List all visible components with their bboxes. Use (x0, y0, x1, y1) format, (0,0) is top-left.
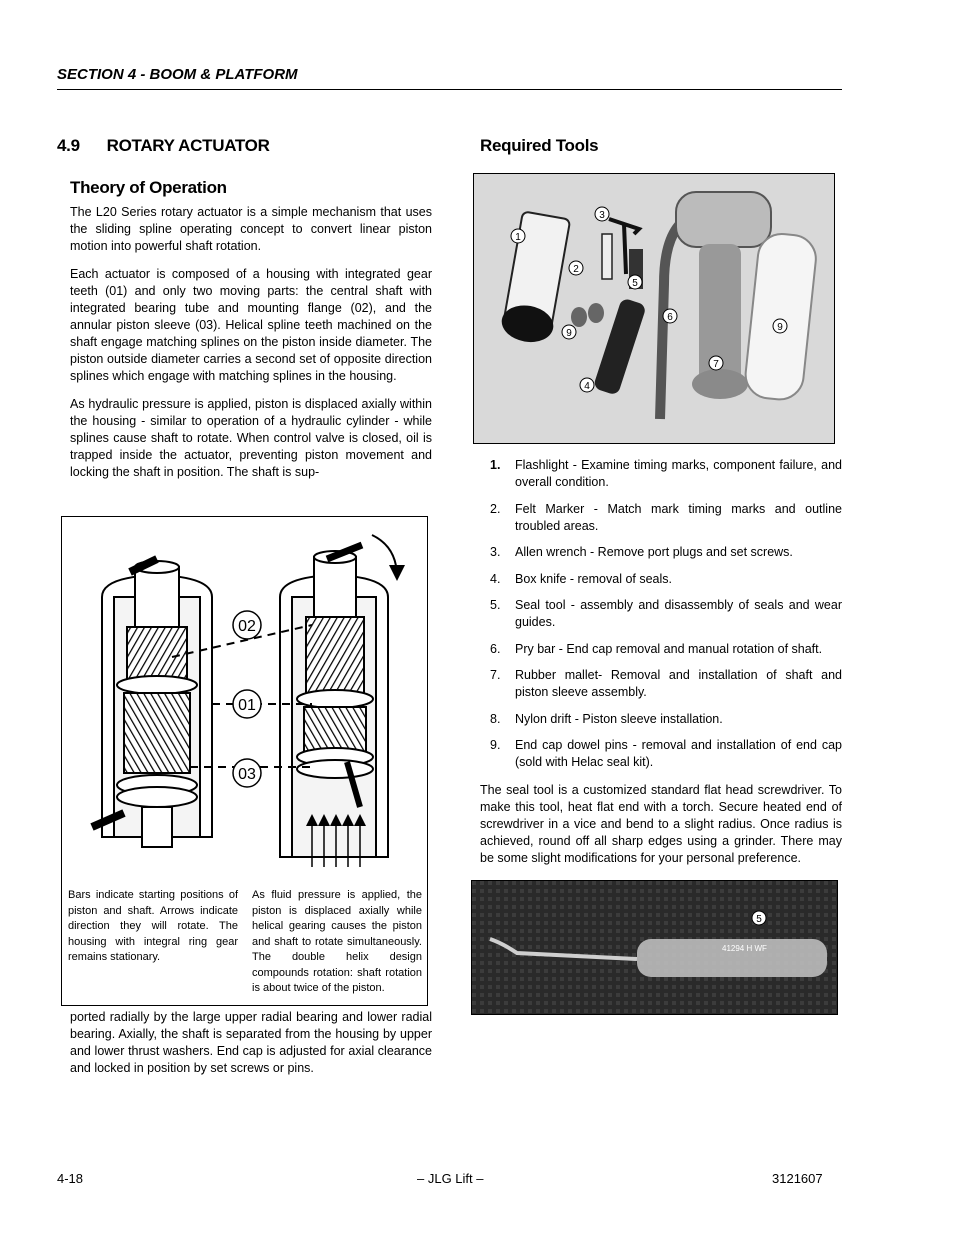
tools-photo (473, 173, 835, 444)
svg-text:5: 5 (756, 914, 762, 925)
header-divider (57, 89, 842, 90)
paragraph: Each actuator is composed of a housing with integrated gear teeth (01) and only two moving parts: the central shaft with integrated bearing tube and mounting flange (02), and the annular piston sleeve (03). Helical spline teeth machined on the shaft engage matching splines on the piston inside diameter. The piston outside diameter carries a second set of opposite direction splines which engage with matching splines in the housing. (70, 267, 432, 383)
theory-body (70, 204, 432, 481)
figure-caption-left: Bars indicate starting positions of piston and shaft. Arrows indicate direction they will rotate. The housing with integral ring gear remains stationary. (68, 889, 238, 963)
svg-text:3: 3 (599, 210, 605, 221)
svg-text:6: 6 (667, 312, 673, 323)
figure-caption-right: As fluid pressure is applied, the piston is displaced axially while helical gearing causes the piston and shaft to rotate simultaneously. The double helix design compounds rotation: shaft rotation is about twice of the piston. (252, 889, 422, 994)
svg-text:01: 01 (238, 697, 256, 714)
svg-text:7: 7 (713, 359, 719, 370)
svg-text:9: 9 (566, 328, 572, 339)
list-item: 9. End cap dowel pins - removal and installation of end cap (sold with Helac seal kit). (490, 738, 842, 769)
actuator-diagram (62, 517, 427, 885)
photo-callout-1 (511, 229, 525, 243)
section-title: ROTARY ACTUATOR (106, 136, 270, 155)
photo-callout-5 (628, 275, 642, 289)
paragraph: As hydraulic pressure is applied, piston is displaced axially within the housing - similar to operation of a hydraulic cylinder - while splines cause shaft to rotate. When control valve is closed, oil is trapped inside the actuator, preventing piston movement and locking the shaft in position. The shaft is sup- (70, 397, 432, 479)
screwdriver-callout-5 (752, 911, 766, 925)
photo-callout-7 (709, 356, 723, 370)
subheading-theory: Theory of Operation (70, 178, 227, 197)
photo-callout-3 (595, 207, 609, 221)
svg-text:1: 1 (515, 232, 521, 243)
screwdriver-photo (471, 880, 838, 1015)
paragraph: The L20 Series rotary actuator is a simple mechanism that uses the sliding spline operating concept to convert linear piston motion into powerful shaft rotation. (70, 205, 432, 253)
photo-callout-9a (562, 325, 576, 339)
tools-list (480, 457, 842, 771)
svg-text:4: 4 (584, 381, 590, 392)
tools-illustration (474, 174, 834, 443)
section-heading (57, 136, 270, 156)
svg-text:02: 02 (238, 618, 256, 635)
photo-callout-9b (773, 319, 787, 333)
list-item: 6. Pry bar - End cap removal and manual rotation of shaft. (490, 641, 823, 656)
tools-list-container (480, 457, 842, 781)
list-item: 5. Seal tool - assembly and disassembly of seals and wear guides. (490, 598, 842, 629)
document-number: 3121607 (772, 1171, 823, 1186)
screwdriver-illustration (472, 881, 837, 1014)
photo-callout-4 (580, 378, 594, 392)
section-header: SECTION 4 - BOOM & PLATFORM (57, 66, 298, 83)
photo-callout-6 (663, 309, 677, 323)
list-item: 2. Felt Marker - Match mark timing marks and outline troubled areas. (490, 501, 842, 533)
section-number: 4.9 (57, 136, 80, 155)
list-item: 3. Allen wrench - Remove port plugs and set screws. (490, 545, 793, 559)
callout-03 (233, 759, 261, 787)
svg-text:2: 2 (573, 264, 579, 275)
page-number: 4-18 (57, 1171, 84, 1186)
actuator-left (92, 559, 212, 847)
list-item: 8. Nylon drift - Piston sleeve installation. (490, 711, 723, 726)
svg-text:9: 9 (777, 322, 783, 333)
svg-text:5: 5 (632, 278, 638, 289)
footer-center: – JLG Lift – (417, 1171, 484, 1186)
list-item: 1. Flashlight - Examine timing marks, component failure, and overall condition. (490, 458, 842, 489)
list-item: 4. Box knife - removal of seals. (490, 571, 673, 586)
required-tools-heading: Required Tools (480, 136, 599, 155)
callout-01 (233, 690, 261, 718)
actuator-right (280, 535, 397, 857)
screwdriver-handle-marking: 41294 H WF (722, 944, 767, 953)
paragraph-continuation: ported radially by the large upper radial bearing and lower radial bearing. Axially, the shaft is separated from the housing by upper and lower thrust washers. End cap is adjusted for axial clearance and locked in position by set screws or pins. (70, 1010, 432, 1075)
callout-02 (233, 611, 261, 639)
seal-tool-paragraph: The seal tool is a customized standard flat head screwdriver. To make this tool, heat flat end with a torch. Secure heated end of screwdriver in a vice and bend to a slight radius. Once radius is achieved, round off all sharp edges using a grinder. There may be some slight modifications for your personal preference. (480, 783, 842, 865)
list-item: 7. Rubber mallet- Removal and installation of shaft and piston sleeve assembly. (490, 668, 842, 699)
svg-text:03: 03 (238, 766, 256, 783)
actuator-figure (61, 516, 428, 1006)
photo-callout-2 (569, 261, 583, 275)
